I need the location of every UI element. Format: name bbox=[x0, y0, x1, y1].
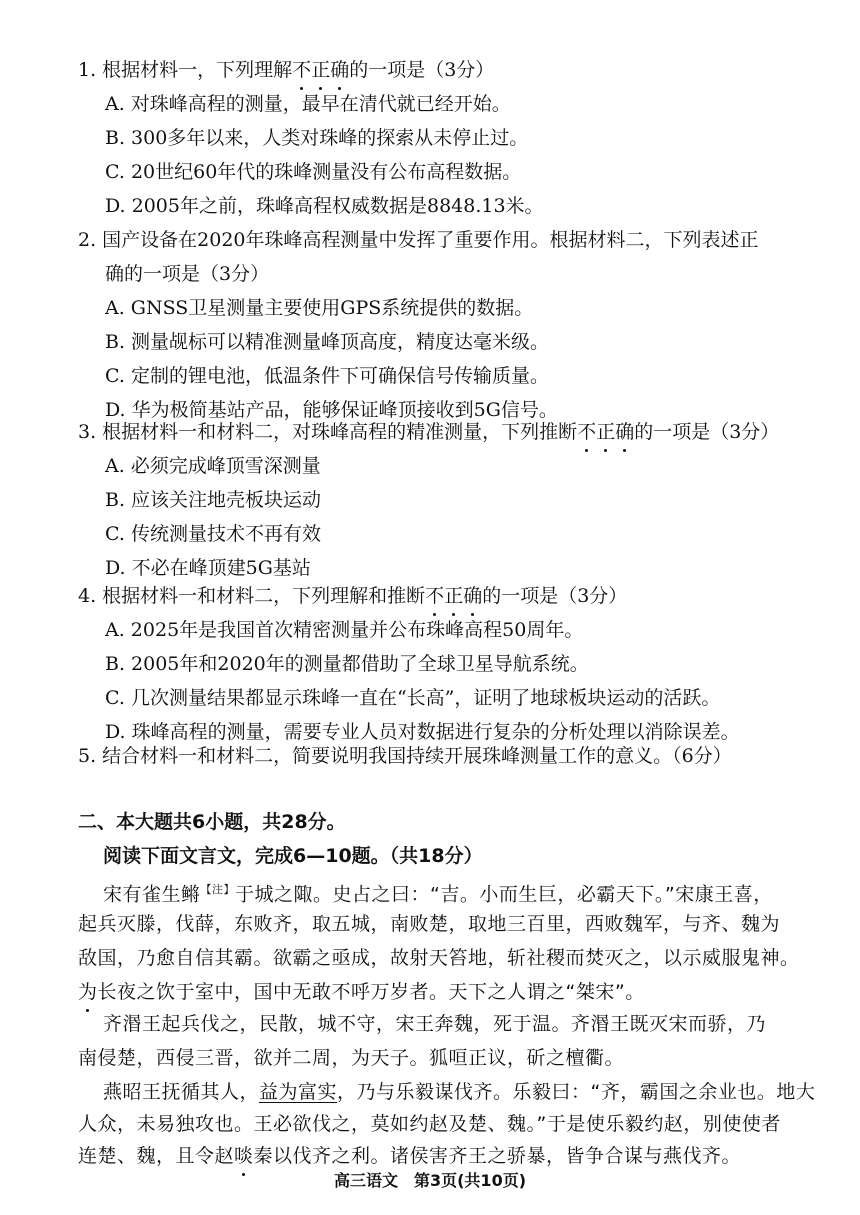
question-2-stem-line1: 2. 国产设备在2020年珠峰高程测量中发挥了重要作用。根据材料二，下列表述正 bbox=[78, 229, 759, 251]
emphasis-dotted-char: 啖 bbox=[234, 1142, 254, 1170]
stem-text: 4. 根据材料一和材料二，下列理解和推断 bbox=[78, 585, 426, 607]
section-2-subheading: 阅读下面文言文，完成6—10题。（共18分） bbox=[103, 845, 483, 867]
question-3-stem bbox=[78, 418, 779, 446]
section-2-heading: 二、本大题共6小题，共28分。 bbox=[78, 811, 346, 833]
question-1-option-c: C. 20世纪60年代的珠峰测量没有公布高程数据。 bbox=[105, 161, 522, 183]
emphasis-dotted-char: 为 bbox=[78, 978, 98, 1006]
passage-text: ，乃与乐毅谋伐齐。乐毅曰：“齐，霸国之余业也。地大 bbox=[337, 1081, 816, 1103]
emphasis-dotted-char: 不 bbox=[425, 582, 444, 610]
footnote-marker: 【注】 bbox=[200, 883, 236, 896]
emphasis-dotted-char: 确 bbox=[330, 56, 349, 84]
passage-text: 连楚、魏，且令赵 bbox=[78, 1145, 235, 1167]
question-4-option-a: A. 2025年是我国首次精密测量并公布珠峰高程50周年。 bbox=[105, 619, 584, 641]
emphasis-dotted-text bbox=[292, 59, 349, 81]
emphasis-dotted-text bbox=[577, 421, 634, 443]
question-2-option-c: C. 定制的锂电池，低温条件下可确保信号传输质量。 bbox=[105, 365, 549, 387]
question-2-option-b: B. 测量觇标可以精准测量峰顶高度，精度达毫米级。 bbox=[105, 331, 550, 353]
passage-line bbox=[103, 876, 773, 908]
passage-text: 长夜之饮于室中，国中无敢不呼万岁者。天下之人谓之“桀宋”。 bbox=[97, 981, 645, 1003]
question-4-option-b: B. 2005年和2020年的测量都借助了全球卫星导航系统。 bbox=[105, 653, 589, 675]
passage-line bbox=[103, 1078, 815, 1106]
passage-line: 敌国，乃愈自信其霸。欲霸之亟成，故射天笞地，斩社稷而焚灭之，以示威服鬼神。 bbox=[78, 947, 800, 969]
stem-text: 3. 根据材料一和材料二，对珠峰高程的精准测量，下列推断 bbox=[78, 421, 578, 443]
question-4-option-d: D. 珠峰高程的测量，需要专业人员对数据进行复杂的分析处理以消除误差。 bbox=[105, 721, 740, 743]
question-3-option-a: A. 必须完成峰顶雪深测量 bbox=[105, 455, 321, 477]
passage-line: 南侵楚，西侵三晋，欲并二周，为天子。狐咺正议，斫之檀衢。 bbox=[78, 1047, 625, 1069]
passage-text: 燕昭王抚循其人， bbox=[103, 1081, 260, 1103]
question-1-option-d: D. 2005年之前，珠峰高程权威数据是8848.13米。 bbox=[105, 195, 544, 217]
page-footer: 高三语文 第3页(共10页) bbox=[333, 1171, 527, 1190]
emphasis-dotted-char: 正 bbox=[311, 56, 330, 84]
emphasis-dotted-char: 不 bbox=[577, 418, 596, 446]
passage-text: 于城之陬。史占之曰：“吉。小而生巨，必霸天下。”宋康王喜， bbox=[235, 883, 773, 906]
underlined-text: 益为富实 bbox=[259, 1081, 338, 1103]
passage-line: 齐湣王起兵伐之，民散，城不守，宋王奔魏，死于温。齐湣王既灭宋而骄，乃 bbox=[103, 1013, 767, 1035]
question-2-option-d: D. 华为极简基站产品，能够保证峰顶接收到5G信号。 bbox=[105, 399, 558, 421]
stem-text: 的一项是（3分） bbox=[349, 59, 495, 81]
question-4-stem bbox=[78, 582, 627, 610]
emphasis-dotted-char: 正 bbox=[596, 418, 615, 446]
question-3-option-c: C. 传统测量技术不再有效 bbox=[105, 523, 321, 545]
question-4-option-c: C. 几次测量结果都显示珠峰一直在“长高”，证明了地球板块运动的活跃。 bbox=[105, 687, 721, 709]
passage-text: 秦以伐齐之利。诸侯害齐王之骄暴，皆争合谋与燕伐齐。 bbox=[253, 1145, 742, 1167]
question-5-stem: 5. 结合材料一和材料二，简要说明我国持续开展珠峰测量工作的意义。（6分） bbox=[78, 745, 732, 767]
stem-text: 的一项是（3分） bbox=[482, 585, 628, 607]
question-1-option-b: B. 300多年以来，人类对珠峰的探索从未停止过。 bbox=[105, 127, 529, 149]
emphasis-dotted-char: 确 bbox=[463, 582, 482, 610]
stem-text: 的一项是（3分） bbox=[634, 421, 780, 443]
stem-text: 1. 根据材料一，下列理解 bbox=[78, 59, 293, 81]
question-3-option-d: D. 不必在峰顶建5G基站 bbox=[105, 557, 311, 579]
question-2-stem-line2: 确的一项是（3分） bbox=[105, 263, 270, 285]
passage-line bbox=[78, 1142, 741, 1170]
passage-text: 宋有雀生 bbox=[103, 883, 182, 906]
emphasis-dotted-char: 确 bbox=[615, 418, 634, 446]
passage-line bbox=[78, 978, 645, 1006]
question-3-option-b: B. 应该关注地壳板块运动 bbox=[105, 489, 322, 511]
question-1-option-a: A. 对珠峰高程的测量，最早在清代就已经开始。 bbox=[105, 93, 511, 115]
emphasis-dotted-char: 正 bbox=[444, 582, 463, 610]
emphasis-dotted-text bbox=[425, 585, 482, 607]
passage-rare-char: 鳉 bbox=[181, 883, 201, 906]
emphasis-dotted-char: 不 bbox=[292, 56, 311, 84]
question-2-option-a: A. GNSS卫星测量主要使用GPS系统提供的数据。 bbox=[105, 297, 534, 319]
question-1-stem bbox=[78, 56, 494, 84]
passage-line: 起兵灭滕，伐薛，东败齐，取五城，南败楚，取地三百里，西败魏军，与齐、魏为 bbox=[78, 913, 781, 935]
passage-line: 人众，未易独攻也。王必欲伐之，莫如约赵及楚、魏。”于是使乐毅约赵，别使使者 bbox=[78, 1113, 781, 1135]
